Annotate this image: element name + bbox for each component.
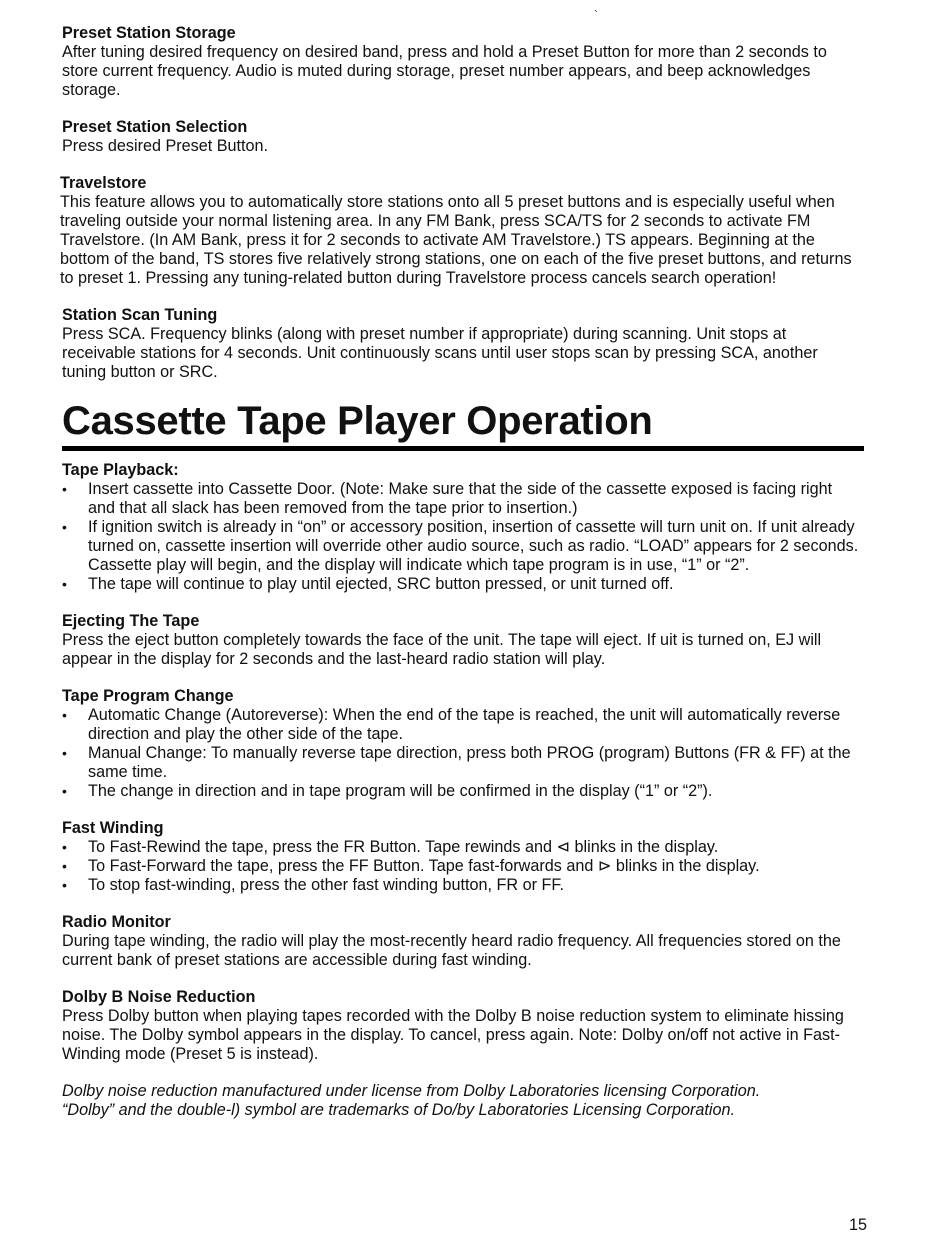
page-number: 15: [849, 1216, 868, 1234]
title-rule: [62, 446, 864, 451]
dolby-trademark-notice: [62, 1082, 862, 1120]
bullet-icon: •: [62, 858, 67, 874]
section-heading: Tape Playback:: [62, 461, 179, 479]
list-item: • To Fast-Forward the tape, press the FF Button. Tape fast-forwards and ⊳ blinks in the display.: [62, 857, 760, 875]
section-heading: Preset Station Storage: [62, 24, 236, 42]
trademark-line: “Dolby” and the double-l) symbol are trademarks of Do/by Laboratories Licensing Corporation.: [62, 1101, 736, 1119]
stray-mark: `: [594, 8, 598, 22]
bullet-list: [62, 480, 862, 594]
section-heading: Station Scan Tuning: [62, 306, 218, 324]
bullet-icon: •: [62, 783, 67, 799]
section-text: After tuning desired frequency on desired band, press and hold a Preset Button for more than 2 seconds to store current frequency. Audio is muted during storage, preset number appears, and beep acknowledges storage.: [62, 43, 827, 99]
bullet-list: [62, 838, 862, 895]
manual-page: [62, 24, 862, 1138]
radio-monitor-section: [62, 913, 862, 970]
station-scan-tuning-section: [62, 306, 862, 382]
trademark-line: Dolby noise reduction manufactured under license from Dolby Laboratories licensing Corporation.: [62, 1082, 761, 1100]
bullet-list: [62, 706, 862, 801]
section-heading: Radio Monitor: [62, 913, 171, 931]
tape-playback-section: [62, 461, 862, 594]
section-text: Press SCA. Frequency blinks (along with preset number if appropriate) during scanning. Unit stops at receivable stations for 4 seconds. Unit continuously scans until user stops scan by pressing SCA, another tuning button or SRC.: [62, 325, 818, 381]
section-heading: Tape Program Change: [62, 687, 234, 705]
bullet-icon: •: [62, 519, 67, 535]
bullet-icon: •: [62, 707, 67, 723]
list-item: • To Fast-Rewind the tape, press the FR Button. Tape rewinds and ⊲ blinks in the display.: [62, 838, 719, 856]
list-item: • The change in direction and in tape program will be confirmed in the display (“1” or “2”).: [62, 782, 713, 800]
preset-station-storage-section: [62, 24, 862, 100]
ejecting-tape-section: [62, 612, 862, 669]
list-item: • To stop fast-winding, press the other fast winding button, FR or FF.: [62, 876, 564, 894]
section-heading: Dolby B Noise Reduction: [62, 988, 256, 1006]
section-text: Press Dolby button when playing tapes recorded with the Dolby B noise reduction system to eliminate hissing noise. The Dolby symbol appears in the display. To cancel, press again. Note: Dolby on/off not active in Fast-Winding mode (Preset 5 is instead).: [62, 1007, 844, 1063]
section-heading: Preset Station Selection: [62, 118, 248, 136]
preset-station-selection-section: [62, 118, 862, 156]
tape-program-change-section: [62, 687, 862, 801]
dolby-noise-reduction-section: [62, 988, 862, 1064]
bullet-icon: •: [62, 576, 67, 592]
list-item: • If ignition switch is already in “on” or accessory position, insertion of cassette will turn unit on. If unit already turned on, cassette insertion will override other audio source, such as radio. “LOAD” appears for 2 seconds. Cassette play will begin, and the display will indicate which tape program is in use, “1” or “2”.: [62, 518, 859, 574]
section-heading: Travelstore: [60, 174, 147, 192]
list-item: • The tape will continue to play until ejected, SRC button pressed, or unit turned off.: [62, 575, 674, 593]
bullet-icon: •: [62, 877, 67, 893]
bullet-icon: •: [62, 481, 67, 497]
bullet-icon: •: [62, 745, 67, 761]
bullet-icon: •: [62, 839, 67, 855]
list-item: • Manual Change: To manually reverse tape direction, press both PROG (program) Buttons (FR & FF) at the same time.: [62, 744, 851, 781]
list-item: • Automatic Change (Autoreverse): When the end of the tape is reached, the unit will automatically reverse direction and play the other side of the tape.: [62, 706, 841, 743]
fast-winding-section: [62, 819, 862, 895]
section-text: This feature allows you to automatically store stations onto all 5 preset buttons and is especially useful when traveling outside your normal listening area. In any FM Bank, press SCA/TS for 2 seconds to activate FM Travelstore. (In AM Bank, press it for 2 seconds to activate AM Travelstore.) TS appears. Beginning at the bottom of the band, TS stores five relatively strong stations, one on each of the five preset buttons, and returns to preset 1. Pressing any tuning-related button during Travelstore process cancels search operation!: [60, 193, 852, 287]
section-heading: Ejecting The Tape: [62, 612, 200, 630]
page-title: Cassette Tape Player Operation: [62, 399, 653, 443]
section-text: Press the eject button completely towards the face of the unit. The tape will eject. If uit is turned on, EJ will appear in the display for 2 seconds and the last-heard radio station will play.: [62, 631, 822, 668]
travelstore-section: [60, 174, 862, 288]
section-heading: Fast Winding: [62, 819, 164, 837]
list-item: • Insert cassette into Cassette Door. (Note: Make sure that the side of the cassette exposed is facing right and that all slack has been removed from the tape prior to insertion.): [62, 480, 833, 517]
section-text: Press desired Preset Button.: [62, 137, 269, 155]
section-text: During tape winding, the radio will play the most-recently heard radio frequency. All frequencies stored on the current bank of preset stations are accessible during fast winding.: [62, 932, 841, 969]
